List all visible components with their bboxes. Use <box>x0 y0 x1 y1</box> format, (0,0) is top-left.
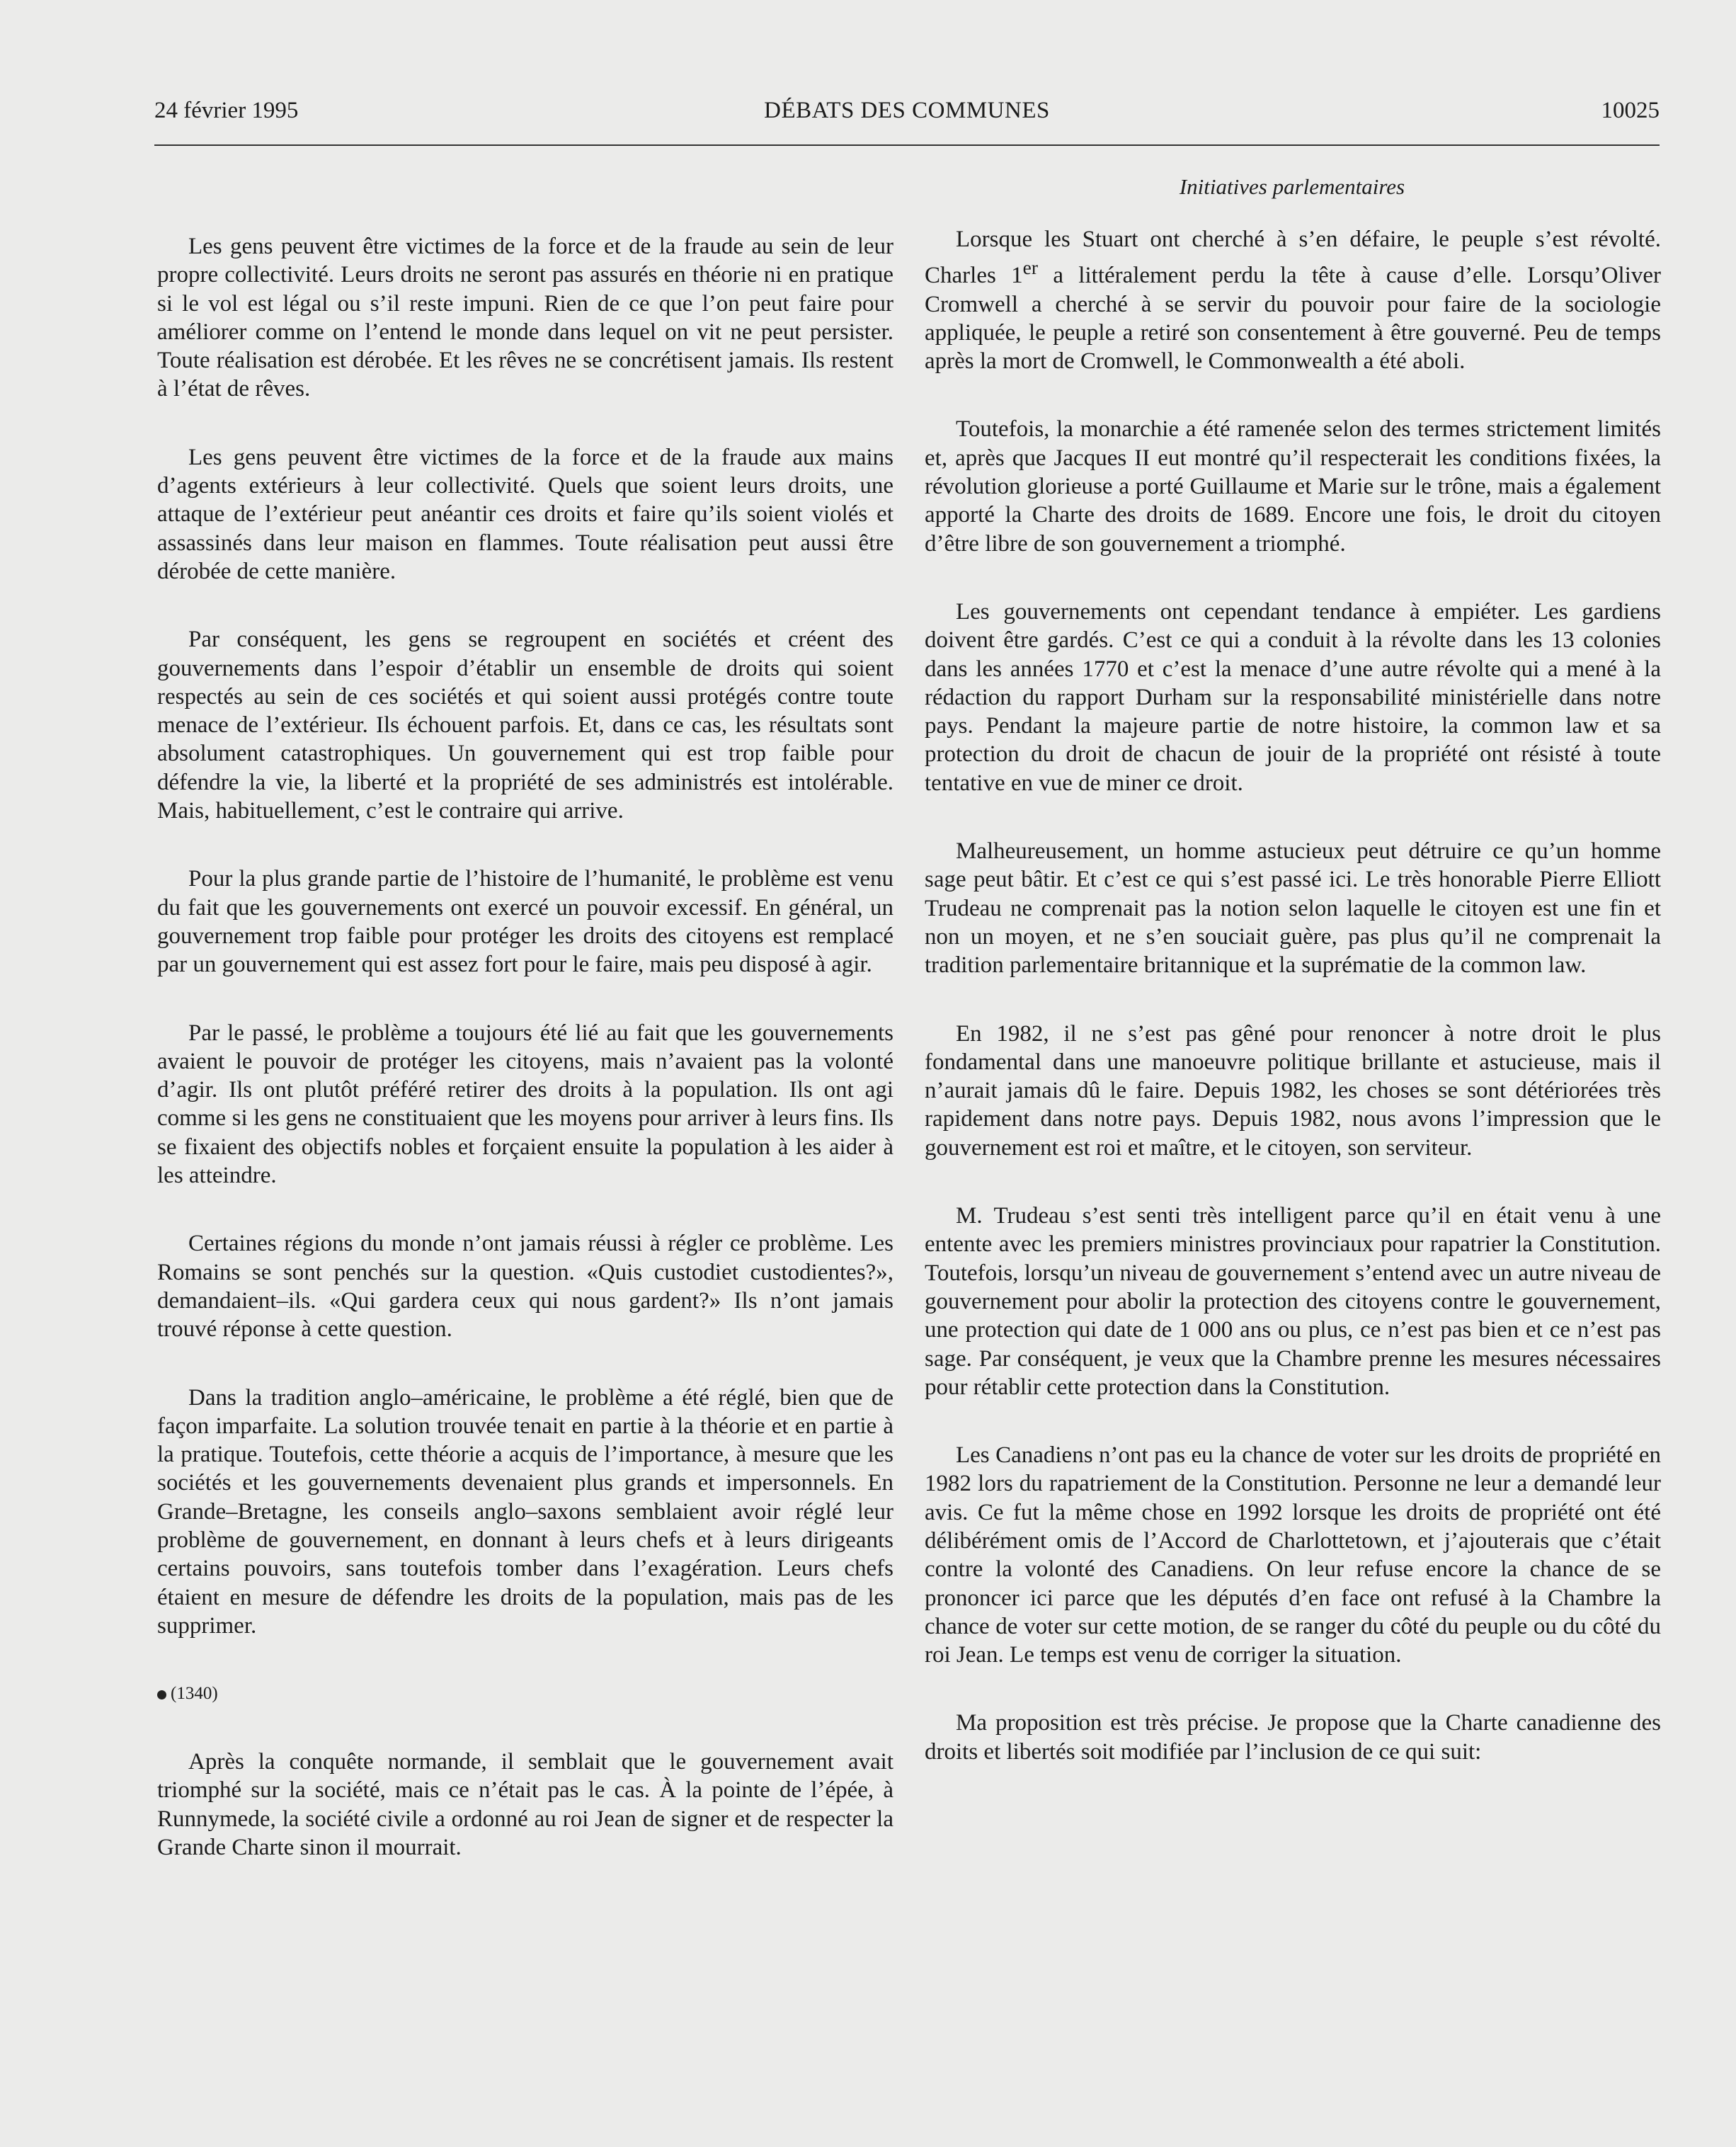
bullet-icon <box>157 1690 166 1699</box>
paragraph: Malheureusement, un homme astucieux peut détruire ce qu’un homme sage peut bâtir. Et c’est ce qui s’est passé ici. Le très honorable Pierre Elliott Trudeau ne comprenait pas la notion selon laquelle le citoyen est une fin et non un moyen, et ne s’en souciait guère, pas plus qu’il ne comprenait la tradition parlementaire britannique et la suprématie de la common law. <box>925 838 1661 979</box>
paragraph: Les Canadiens n’ont pas eu la chance de voter sur les droits de propriété en 1982 lors du rapatriement de la Constitution. Personne ne leur a demandé leur avis. Ce fut la même chose en 1992 lorsque les droits de propriété ont été délibérément omis de l’Accord de Charlottetown, et j’ajouterais que c’était contre la volonté des Canadiens. On leur refuse encore la chance de se prononcer ici parce que les députés d’en face ont refusé à la Chambre la chance de voter sur cette motion, de se ranger du côté du peuple ou du côté du roi Jean. Le temps est venu de corriger la situation. <box>925 1442 1661 1668</box>
paragraph: Les gouvernements ont cependant tendance à empiéter. Les gardiens doivent être gardés. C’est ce qui a conduit à la révolte dans les 13 colonies dans les années 1770 et c’est la menace d’une autre révolte qui a mené à la rédaction du rapport Durham sur la responsabilité ministérielle dans notre pays. Pendant la majeure partie de notre histoire, la common law et sa protection du droit de chacun de jouir de la propriété ont résisté à toute tentative en vue de miner ce droit. <box>925 598 1661 796</box>
paragraph: Par le passé, le problème a toujours été lié au fait que les gouvernements avaient le pouvoir de protéger les citoyens, mais n’avaient pas la volonté d’agir. Ils ont plutôt préféré retirer des droits à la population. Ils ont agi comme si les gens ne constituaient que les moyens pour arriver à leurs fins. Ils se fixaient des objectifs nobles et forçaient ensuite la population à les aider à les atteindre. <box>157 1020 893 1189</box>
paragraph-text: a littéralement perdu la tête à cause d’elle. Lorsqu’Oliver Cromwell a cherché à se servir du pouvoir pour faire de la sociologie appliquée, le peuple a retiré son consentement à être gouverné. Peu de temps après la mort de Cromwell, le Commonwealth a été aboli. <box>925 263 1661 375</box>
superscript: er <box>1022 256 1039 279</box>
right-column <box>925 225 1661 1806</box>
paragraph: Les gens peuvent être victimes de la force et de la fraude aux mains d’agents extérieurs à leur collectivité. Quels que soient leurs droits, une attaque de l’extérieur peut anéantir ces droits et faire qu’ils soient violés et assassinés dans leur maison en flammes. Toute réalisation peut aussi être dérobée de cette manière. <box>157 444 893 584</box>
paragraph: Dans la tradition anglo–américaine, le problème a été réglé, bien que de façon imparfaite. La solution trouvée tenait en partie à la théorie et en partie à la pratique. Toutefois, cette théorie a acquis de l’importance, à mesure que les sociétés et les gouvernements devenaient plus grands et impersonnels. En Grande–Bretagne, les conseils anglo–saxons semblaient avoir réglé leur problème de gouvernement, en donnant à leurs chefs et à leurs dirigeants certains pouvoirs, sans toutefois tomber dans l’exagération. Leurs chefs étaient en mesure de défendre les droits de la population, mais pas de les supprimer. <box>157 1384 893 1639</box>
paragraph: Pour la plus grande partie de l’histoire de l’humanité, le problème est venu du fait que les gouvernements ont exercé un pouvoir excessif. En général, un gouvernement trop faible pour protéger les droits des citoyens est remplacé par un gouvernement qui est assez fort pour le faire, mais peu disposé à agir. <box>157 866 893 978</box>
paragraph: Toutefois, la monarchie a été ramenée selon des termes strictement limités et, après que Jacques II eut montré qu’il respecterait les conditions fixées, la révolution glorieuse a porté Guillaume et Marie sur le trône, mais a également apporté la Charte des droits de 1689. Encore une fois, le droit du citoyen d’être libre de son gouvernement a triomphé. <box>925 416 1661 557</box>
header-title: DÉBATS DES COMMUNES <box>764 98 1050 123</box>
paragraph: Ma proposition est très précise. Je propose que la Charte canadienne des droits et libertés soit modifiée par l’inclusion de ce qui suit: <box>925 1710 1661 1765</box>
page-header <box>154 99 1660 146</box>
left-column <box>157 232 893 1901</box>
paragraph: Par conséquent, les gens se regroupent en sociétés et créent des gouvernements dans l’espoir d’établir un ensemble de droits qui soient respectés au sein de ces sociétés et qui soient aussi protégés contre toute menace de l’extérieur. Ils échouent parfois. Et, dans ce cas, les résultats sont absolument catastrophiques. Un gouvernement qui est trop faible pour défendre la vie, la liberté et la propriété de ses administrés est intolérable. Mais, habituellement, c’est le contraire qui arrive. <box>157 627 893 824</box>
paragraph: Les gens peuvent être victimes de la force et de la fraude au sein de leur propre collectivité. Leurs droits ne seront pas assurés en théorie ni en pratique si le vol est légal ou s’il reste impuni. Rien de ce que l’on peut faire pour améliorer comme on l’entend le monde dans lequel on vit ne peut persister. Toute réalisation est dérobée. Et les rêves ne se concrétisent jamais. Ils restent à l’état de rêves. <box>157 234 893 402</box>
paragraph: Après la conquête normande, il semblait que le gouvernement avait triomphé sur la société, mais ce n’était pas le cas. À la pointe de l’épée, à Runnymede, la société civile a ordonné au roi Jean de signer et de respecter la Grande Charte sinon il mourrait. <box>157 1749 893 1861</box>
section-title: Initiatives parlementaires <box>1179 174 1405 199</box>
paragraph: En 1982, il ne s’est pas gêné pour renoncer à notre droit le plus fondamental dans une manoeuvre politique brillante et astucieuse, mais il n’aurait jamais dû le faire. Depuis 1982, les choses se sont détériorées très rapidement dans notre pays. Depuis 1982, nous avons l’impression que le gouvernement est roi et maître, et le citoyen, son serviteur. <box>925 1020 1661 1161</box>
page-number: 10025 <box>1601 98 1660 123</box>
header-rule <box>154 144 1660 146</box>
paragraph: Certaines régions du monde n’ont jamais réussi à régler ce problème. Les Romains se sont penchés sur la question. «Quis custodiet custodientes?», demandaient–ils. «Qui gardera ceux qui nous gardent?» Ils n’ont jamais trouvé réponse à cette question. <box>157 1231 893 1343</box>
timestamp: (1340) <box>171 1684 218 1704</box>
paragraph-text: Lorsque les Stuart ont cherché à s’en défaire, le peuple s’est révolté. Charles 1 <box>925 227 1661 289</box>
paragraph: M. Trudeau s’est senti très intelligent parce qu’il en était venu à une entente avec les premiers ministres provinciaux pour rapatrier la Constitution. Toutefois, lorsqu’un niveau de gouvernement s’entend avec un autre niveau de gouvernement pour abolir la protection des citoyens contre le gouvernement, une protection qui date de 1 000 ans ou plus, ce n’est pas bien et ce n’est pas sage. Par conséquent, je veux que la Chambre prenne les mesures nécessaires pour rétablir cette protection dans la Constitution. <box>925 1203 1661 1400</box>
header-date: 24 février 1995 <box>154 98 299 123</box>
timestamp-marker <box>157 1680 893 1708</box>
paragraph <box>925 225 1661 375</box>
